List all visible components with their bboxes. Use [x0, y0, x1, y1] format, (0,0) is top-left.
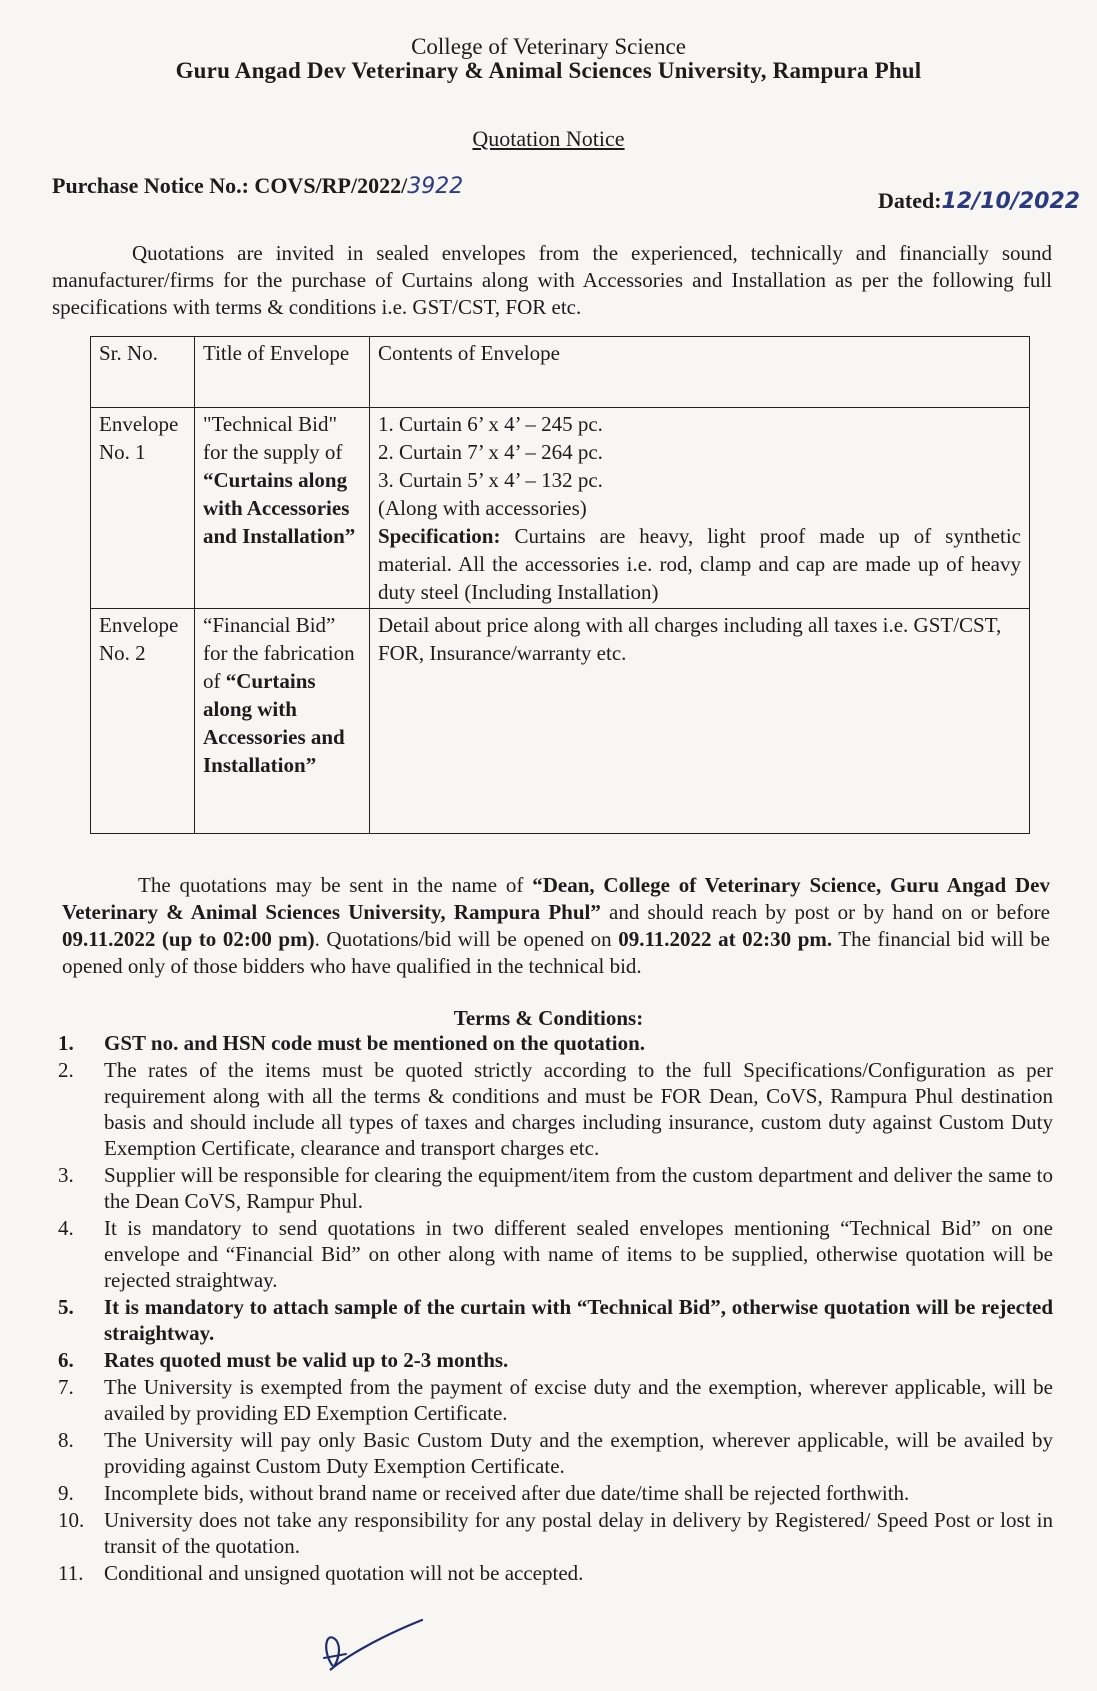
list-item: 5. It is mandatory to attach sample of the curtain with “Technical Bid”, otherwise quotation will be rejected straightway. — [58, 1295, 1053, 1345]
handwritten-date: 12/10/2022 — [941, 189, 1081, 214]
list-item: 1. GST no. and HSN code must be mentioned on the quotation. — [58, 1031, 646, 1055]
list-item: 2. The rates of the items must be quoted strictly according to the full Specifications/Configuration as per requirement along with all the terms & conditions and must be FOR Dean, CoVS, Rampura Phul destination basis and should include all types of taxes and charges including insurance, custom duty against Custom Duty Exemption Certificate, clearance and transport charges etc. — [58, 1058, 1053, 1160]
notice-date — [878, 188, 1080, 214]
college-name: College of Veterinary Science — [411, 34, 686, 59]
signature-icon — [312, 1610, 432, 1680]
intro-paragraph: Quotations are invited in sealed envelopes from the experienced, technically and financially sound manufacturer/firms for the purchase of Curtains along with Accessories and Installation as per the following full specifications with terms & conditions i.e. GST/CST, FOR etc. — [52, 241, 1052, 319]
terms-list — [58, 1030, 1053, 1587]
list-item: 7. The University is exempted from the payment of excise duty and the exemption, wherever applicable, will be availed by providing ED Exemption Certificate. — [58, 1375, 1053, 1425]
header-contents: Contents of Envelope — [370, 337, 1030, 408]
dated-label: Dated: — [878, 188, 942, 213]
envelope-1-sr: Envelope No. 1 — [91, 408, 195, 609]
list-item: 9. Incomplete bids, without brand name or received after due date/time shall be rejected forthwith. — [58, 1481, 910, 1505]
header-sr-no: Sr. No. — [91, 337, 195, 408]
envelope-2-sr: Envelope No. 2 — [91, 609, 195, 834]
envelope-table — [90, 336, 1030, 834]
list-item: 3. Supplier will be responsible for clearing the equipment/item from the custom department and deliver the same to the Dean CoVS, Rampur Phul. — [58, 1163, 1053, 1213]
envelope-2-contents: Detail about price along with all charges including all taxes i.e. GST/CST, FOR, Insurance/warranty etc. — [370, 609, 1030, 834]
list-item: 6. Rates quoted must be valid up to 2-3 months. — [58, 1348, 509, 1372]
envelope-1-title: "Technical Bid" for the supply of “Curtains along with Accessories and Installation” — [195, 408, 370, 609]
notice-title: Quotation Notice — [472, 126, 625, 151]
list-item: 4. It is mandatory to send quotations in two different sealed envelopes mentioning “Technical Bid” on one envelope and “Financial Bid” on other along with name of items to be supplied, otherwise quotation will be rejected straightway. — [58, 1216, 1053, 1292]
envelope-2-title: “Financial Bid” for the fabrication of “Curtains along with Accessories and Installation” — [195, 609, 370, 834]
list-item: 8. The University will pay only Basic Custom Duty and the exemption, wherever applicable, will be availed by providing against Custom Duty Exemption Certificate. — [58, 1428, 1053, 1478]
table-header-row — [91, 337, 1030, 408]
list-item: 11. Conditional and unsigned quotation will not be accepted. — [58, 1561, 584, 1585]
terms-title: Terms & Conditions: — [453, 1006, 644, 1030]
table-row — [91, 609, 1030, 834]
handwritten-number: 3922 — [407, 174, 464, 199]
purchase-notice-number — [52, 173, 463, 199]
table-row — [91, 408, 1030, 609]
university-name: Guru Angad Dev Veterinary & Animal Sciences University, Rampura Phul — [175, 58, 922, 83]
purchase-notice-label: Purchase Notice No.: COVS/RP/2022/ — [52, 173, 408, 198]
submission-paragraph: The quotations may be sent in the name of “Dean, College of Veterinary Science, Guru Angad Dev Veterinary & Animal Sciences University, Rampura Phul” and should reach by post or by hand on or before 09.11.2022 (up to 02:00 pm). Quotations/bid will be opened on 09.11.2022 at 02:30 pm. The financial bid will be opened only of those bidders who have qualified in the technical bid. — [62, 873, 1050, 978]
list-item: 10. University does not take any responsibility for any postal delay in delivery by Registered/ Speed Post or lost in transit of the quotation. — [58, 1508, 1053, 1558]
header-title: Title of Envelope — [195, 337, 370, 408]
envelope-1-contents: 1. Curtain 6’ x 4’ – 245 pc. 2. Curtain 7’ x 4’ – 264 pc. 3. Curtain 5’ x 4’ – 132 pc. (Along with accessories) Specification: Curtains are heavy, light proof made up of synthetic material. All the accessories i.e. rod, clamp and cap are made up of heavy duty steel (Including Installation) — [370, 408, 1030, 609]
